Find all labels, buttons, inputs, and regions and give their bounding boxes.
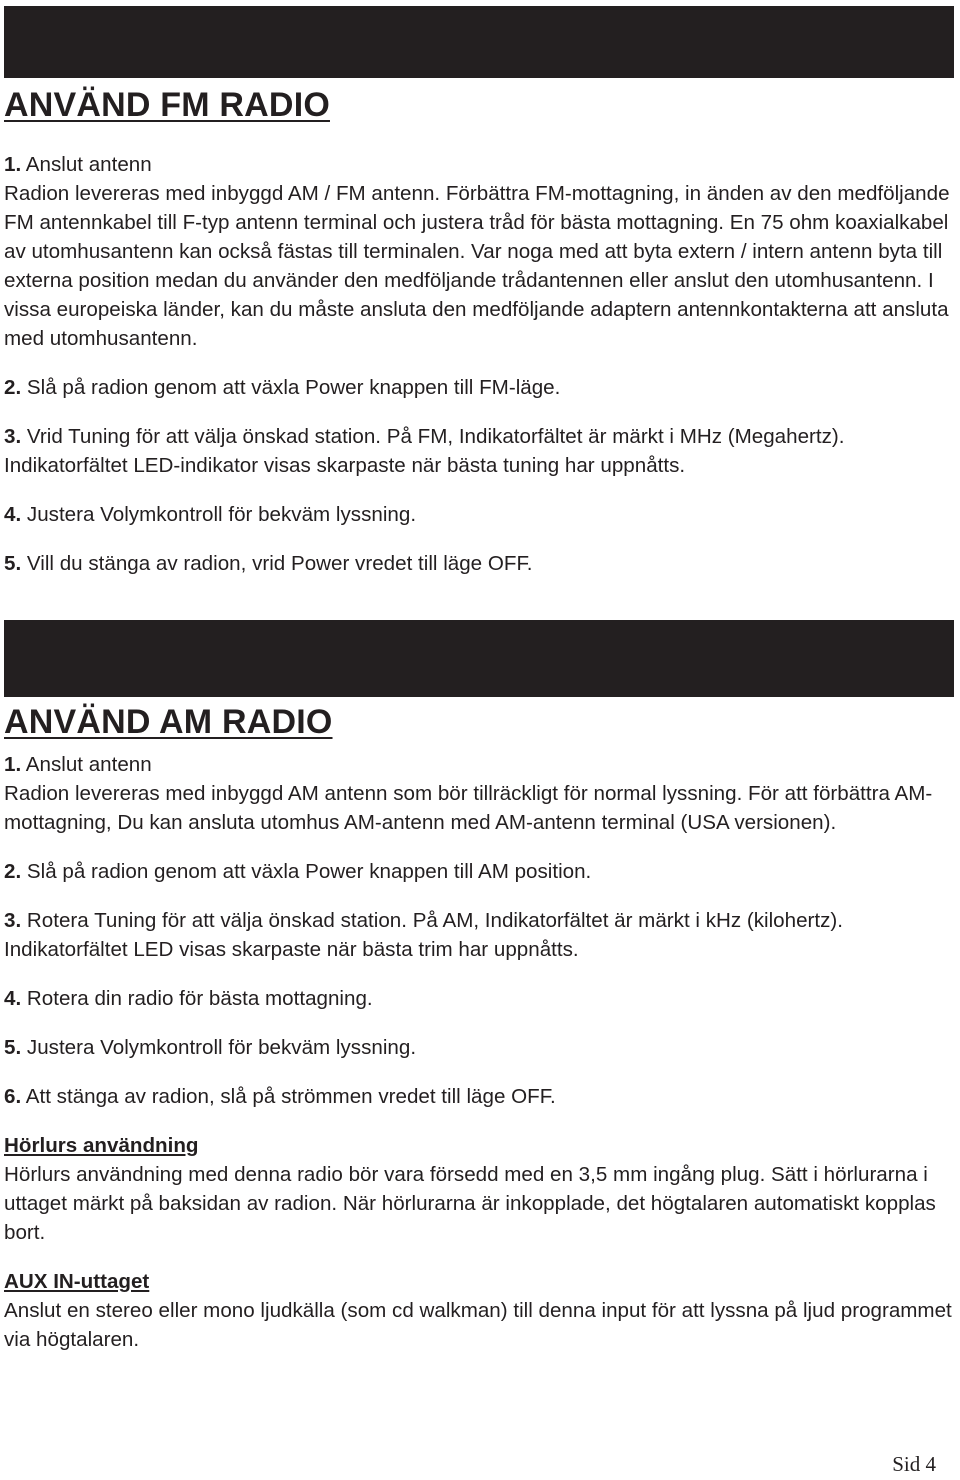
step-number: 5. bbox=[4, 1036, 22, 1059]
step-text: Att stänga av radion, slå på strömmen vredet till läge OFF. bbox=[21, 1085, 556, 1108]
am-section bbox=[4, 750, 954, 1354]
step-number: 2. bbox=[4, 376, 22, 399]
fm-step-3 bbox=[4, 422, 954, 480]
step-number: 2. bbox=[4, 860, 22, 883]
am-step-2 bbox=[4, 857, 954, 886]
step-number: 5. bbox=[4, 552, 22, 575]
step-text: Vrid Tuning för att välja önskad station. På FM, Indikatorfältet är märkt i MHz (Megahertz). Indikatorfältet LED-indikator visas skarpaste när bästa tuning har uppnåtts. bbox=[4, 425, 845, 477]
step-text: Slå på radion genom att växla Power knappen till AM position. bbox=[21, 860, 592, 883]
step-text: Vill du stänga av radion, vrid Power vredet till läge OFF. bbox=[21, 552, 533, 575]
am-step-6 bbox=[4, 1082, 954, 1111]
step-text: Rotera Tuning för att välja önskad station. På AM, Indikatorfältet är märkt i kHz (kilohertz). Indikatorfältet LED visas skarpaste när bästa trim har uppnåtts. bbox=[4, 909, 843, 961]
fm-step-4 bbox=[4, 500, 954, 529]
step-text: Justera Volymkontroll för bekväm lyssning. bbox=[21, 503, 417, 526]
fm-heading: ANVÄND FM RADIO bbox=[4, 86, 330, 124]
am-step-1-title bbox=[4, 750, 954, 779]
step-text: Justera Volymkontroll för bekväm lyssning. bbox=[21, 1036, 417, 1059]
step-title: Anslut antenn bbox=[21, 153, 152, 176]
headphones-text: Hörlurs användning med denna radio bör vara försedd med en 3,5 mm ingång plug. Sätt i hörlurarna i uttaget märkt på baksidan av radion. När hörlurarna är inkopplade, det högtalaren automatiskt kopplas bort. bbox=[4, 1163, 936, 1244]
am-step-3 bbox=[4, 906, 954, 964]
step-number: 3. bbox=[4, 909, 22, 932]
am-heading: ANVÄND AM RADIO bbox=[4, 703, 333, 741]
fm-step-2 bbox=[4, 373, 954, 402]
step-number: 3. bbox=[4, 425, 22, 448]
header-bar-fm bbox=[4, 6, 954, 78]
header-bar-am bbox=[4, 620, 954, 697]
fm-step-1-title bbox=[4, 150, 954, 179]
step-number: 1. bbox=[4, 153, 22, 176]
aux-text: Anslut en stereo eller mono ljudkälla (som cd walkman) till denna input för att lyssna på ljud programmet via högtalaren. bbox=[4, 1299, 952, 1351]
fm-step-5 bbox=[4, 549, 954, 578]
step-number: 4. bbox=[4, 503, 22, 526]
step-title: Anslut antenn bbox=[21, 753, 152, 776]
aux-heading: AUX IN-uttaget bbox=[4, 1270, 150, 1293]
am-step-4 bbox=[4, 984, 954, 1013]
headphones-heading: Hörlurs användning bbox=[4, 1134, 199, 1157]
step-text: Rotera din radio för bästa mottagning. bbox=[21, 987, 373, 1010]
am-step-5 bbox=[4, 1033, 954, 1062]
fm-step-1-text: Radion levereras med inbyggd AM / FM antenn. Förbättra FM-mottagning, in änden av den medföljande FM antennkabel till F-typ antenn terminal och justera tråd för bästa mottagning. En 75 ohm koaxialkabel av utomhusantenn kan också fästas till terminalen. Var noga med att byta extern / intern antenn byta till externa position medan du använder den medföljande trådantennen eller anslut den utomhusantenn. I vissa europeiska länder, kan du måste ansluta den medföljande adaptern antennkontakterna att ansluta med utomhusantenn. bbox=[4, 182, 950, 350]
step-text: Slå på radion genom att växla Power knappen till FM-läge. bbox=[21, 376, 561, 399]
fm-section bbox=[4, 150, 954, 578]
page-number: Sid 4 bbox=[892, 1452, 936, 1476]
am-step-1-text: Radion levereras med inbyggd AM antenn som bör tillräckligt för normal lyssning. För att förbättra AM-mottagning, Du kan ansluta utomhus AM-antenn med AM-antenn terminal (USA versionen). bbox=[4, 782, 933, 834]
step-number: 6. bbox=[4, 1085, 22, 1108]
step-number: 4. bbox=[4, 987, 22, 1010]
step-number: 1. bbox=[4, 753, 22, 776]
